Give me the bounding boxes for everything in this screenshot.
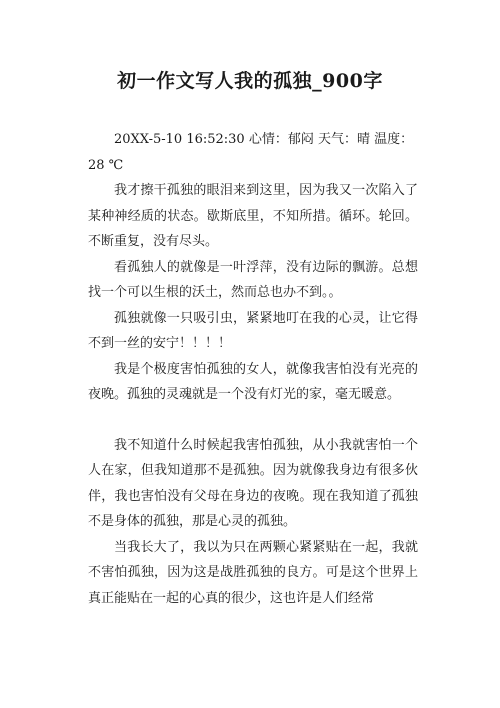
paragraph: 我才擦干孤独的眼泪来到这里，因为我又一次陷入了某种神经质的状态。歇斯底里，不知所措。循环。轮回。不断重复，没有尽头。 bbox=[88, 183, 418, 249]
document-body bbox=[88, 127, 418, 611]
meta-line: 20XX-5-10 16:52:30 心情：郁闷 天气：晴 温度：28 ℃ bbox=[88, 132, 414, 173]
paragraph-gap bbox=[88, 408, 418, 433]
paragraph: 孤独就像一只吸引虫，紧紧地叮在我的心灵，让它得不到一丝的安宁！！！！ bbox=[88, 310, 418, 351]
paragraph: 看孤独人的就像是一叶浮萍，没有边际的飘游。总想找一个可以生根的沃土，然而总也办不到。。 bbox=[88, 259, 418, 300]
paragraph: 我不知道什么时候起我害怕孤独，从小我就害怕一个人在家，但我知道那不是孤独。因为就像我身边有很多伙伴，我也害怕没有父母在身边的夜晚。现在我知道了孤独不是身体的孤独，那是心灵的孤独。 bbox=[88, 437, 418, 529]
paragraph: 我是个极度害怕孤独的女人，就像我害怕没有光亮的夜晚。孤独的灵魂就是一个没有灯光的家，毫无暖意。 bbox=[88, 361, 418, 402]
paragraph: 当我长大了，我以为只在两颗心紧紧贴在一起，我就不害怕孤独，因为这是战胜孤独的良方。可是这个世界上真正能贴在一起的心真的很少，这也许是人们经常 bbox=[88, 539, 418, 606]
document-title: 初一作文写人我的孤独_900字 bbox=[117, 70, 383, 92]
